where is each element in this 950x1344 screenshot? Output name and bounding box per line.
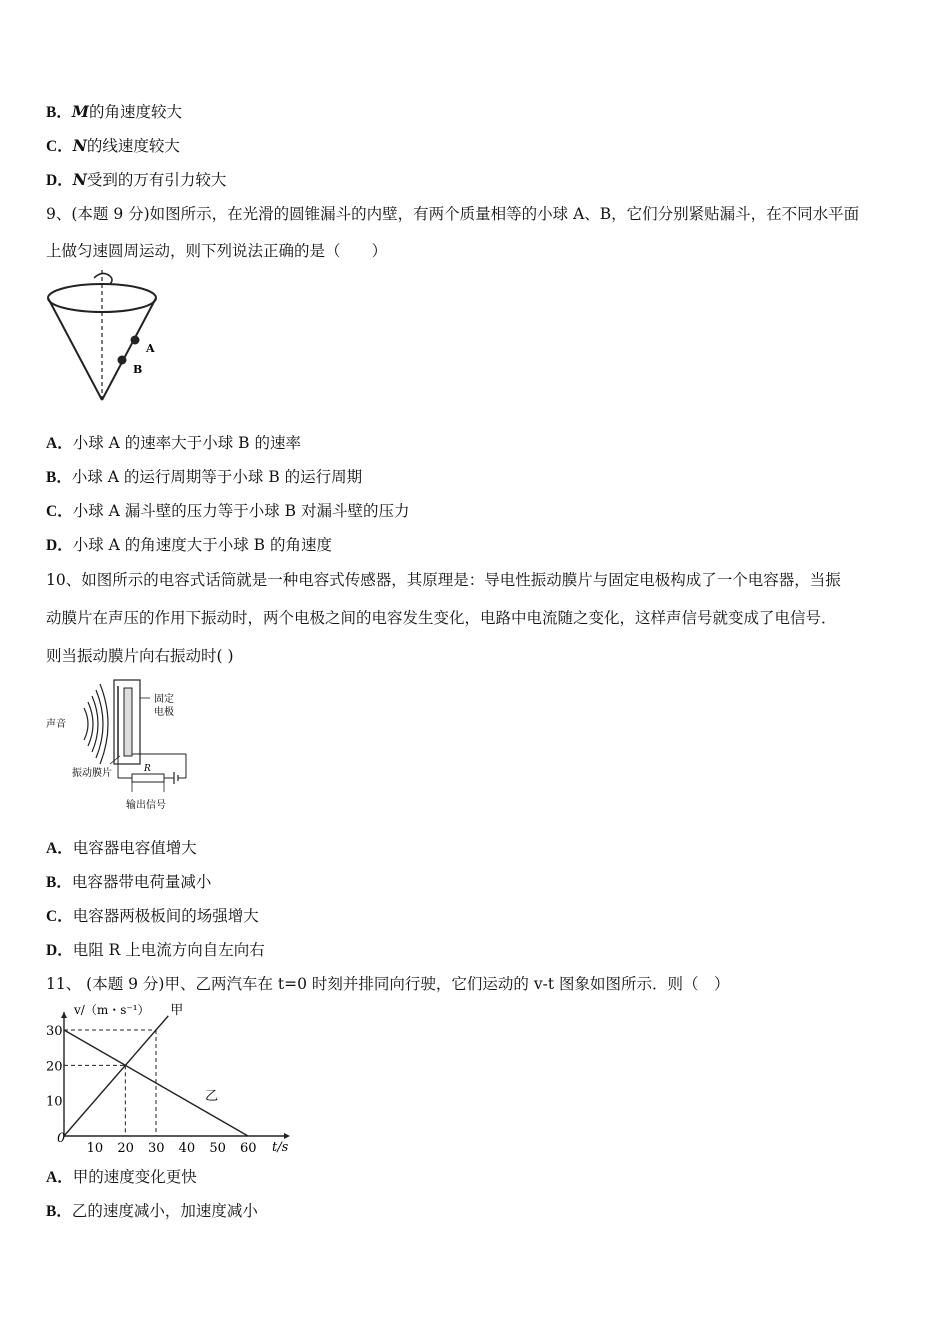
x-axis-arrow-icon [284, 1133, 290, 1139]
q11-option-b: B．乙的速度减小，加速度减小 [46, 1202, 258, 1220]
q10-option-b: B．电容器带电荷量减小 [46, 873, 212, 891]
x-tick-label: 40 [178, 1141, 196, 1156]
q9-stem-line2: 上做匀速圆周运动，则下列说法正确的是（ ） [46, 242, 388, 260]
capacitor-microphone-figure [46, 672, 196, 814]
ball-b [118, 356, 127, 365]
fixed-electrode-label-1: 固定 [154, 694, 174, 705]
sound-wave-icon [84, 708, 88, 740]
ball-a [131, 336, 140, 345]
q9-stem-line1: 9、(本题 9 分)如图所示，在光滑的圆锥漏斗的内壁，有两个质量相等的小球 A、B，它们分别紧贴漏斗，在不同水平面 [46, 205, 860, 223]
x-tick-label: 50 [209, 1141, 226, 1156]
x-tick-label: 60 [240, 1141, 257, 1156]
y-tick-label: 30 [46, 1024, 63, 1039]
q10-option-d: D．电阻 R 上电流方向自左向右 [46, 941, 265, 959]
series-label-jia: 甲 [170, 1002, 184, 1018]
q10-stem-line3: 则当振动膜片向右振动时( ) [46, 647, 234, 665]
q9-option-a: A．小球 A 的速率大于小球 B 的速率 [46, 434, 301, 452]
y-axis-arrow-icon [61, 1012, 67, 1018]
q9-option-c: C．小球 A 漏斗壁的压力等于小球 B 对漏斗壁的压力 [46, 502, 410, 520]
q9-option-d: D．小球 A 的角速度大于小球 B 的角速度 [46, 536, 332, 554]
series-label-yi: 乙 [205, 1089, 219, 1105]
q8-option-d: D．N受到的万有引力较大 [46, 170, 227, 189]
y-axis-label: v/（m・s⁻¹） [74, 1003, 150, 1017]
sound-label: 声音 [46, 719, 66, 730]
q9-option-b: B．小球 A 的运行周期等于小球 B 的运行周期 [46, 468, 363, 486]
q8-option-c: C．N的线速度较大 [46, 136, 180, 155]
q10-stem-line1: 10、如图所示的电容式话筒就是一种电容式传感器，其原理是：导电性振动膜片与固定电极构成了一个电容器，当振 [46, 571, 841, 589]
resistor-label: R [144, 764, 151, 774]
resistor [132, 774, 164, 782]
x-tick-label: 10 [86, 1141, 104, 1156]
ball-a-label: A [146, 342, 155, 355]
cone-left-wall [48, 298, 102, 400]
x-tick-label: 30 [148, 1141, 165, 1156]
origin-label: 0 [57, 1131, 66, 1146]
q11-stem-line1: 11、 (本题 9 分)甲、乙两汽车在 t=0 时刻并排同向行驶，它们运动的 v-t 图象如图所示．则（ ） [46, 975, 730, 993]
y-tick-label: 20 [46, 1059, 63, 1075]
ball-b-label: B [133, 363, 143, 376]
cone-funnel-figure [44, 266, 164, 406]
series-line-jia [64, 1016, 168, 1136]
q10-option-c: C．电容器两极板间的场强增大 [46, 907, 259, 925]
x-axis-label: t/s [272, 1140, 289, 1155]
vt-graph [44, 1000, 296, 1158]
rotation-arrow-icon [94, 273, 112, 284]
output-signal-label: 输出信号 [126, 800, 166, 811]
q10-option-a: A．电容器电容值增大 [46, 839, 197, 857]
x-tick-label: 20 [117, 1141, 134, 1156]
membrane-label: 振动膜片 [72, 768, 112, 779]
q11-option-a: A．甲的速度变化更快 [46, 1168, 197, 1186]
fixed-electrode-label-2: 电极 [154, 707, 174, 718]
fixed-electrode [124, 688, 132, 756]
y-tick-label: 10 [46, 1094, 63, 1110]
q10-stem-line2: 动膜片在声压的作用下振动时，两个电极之间的电容发生变化，电路中电流随之变化，这样声信号就变成了电信号． [46, 609, 837, 627]
q8-option-b: B．M的角速度较大 [46, 102, 183, 121]
